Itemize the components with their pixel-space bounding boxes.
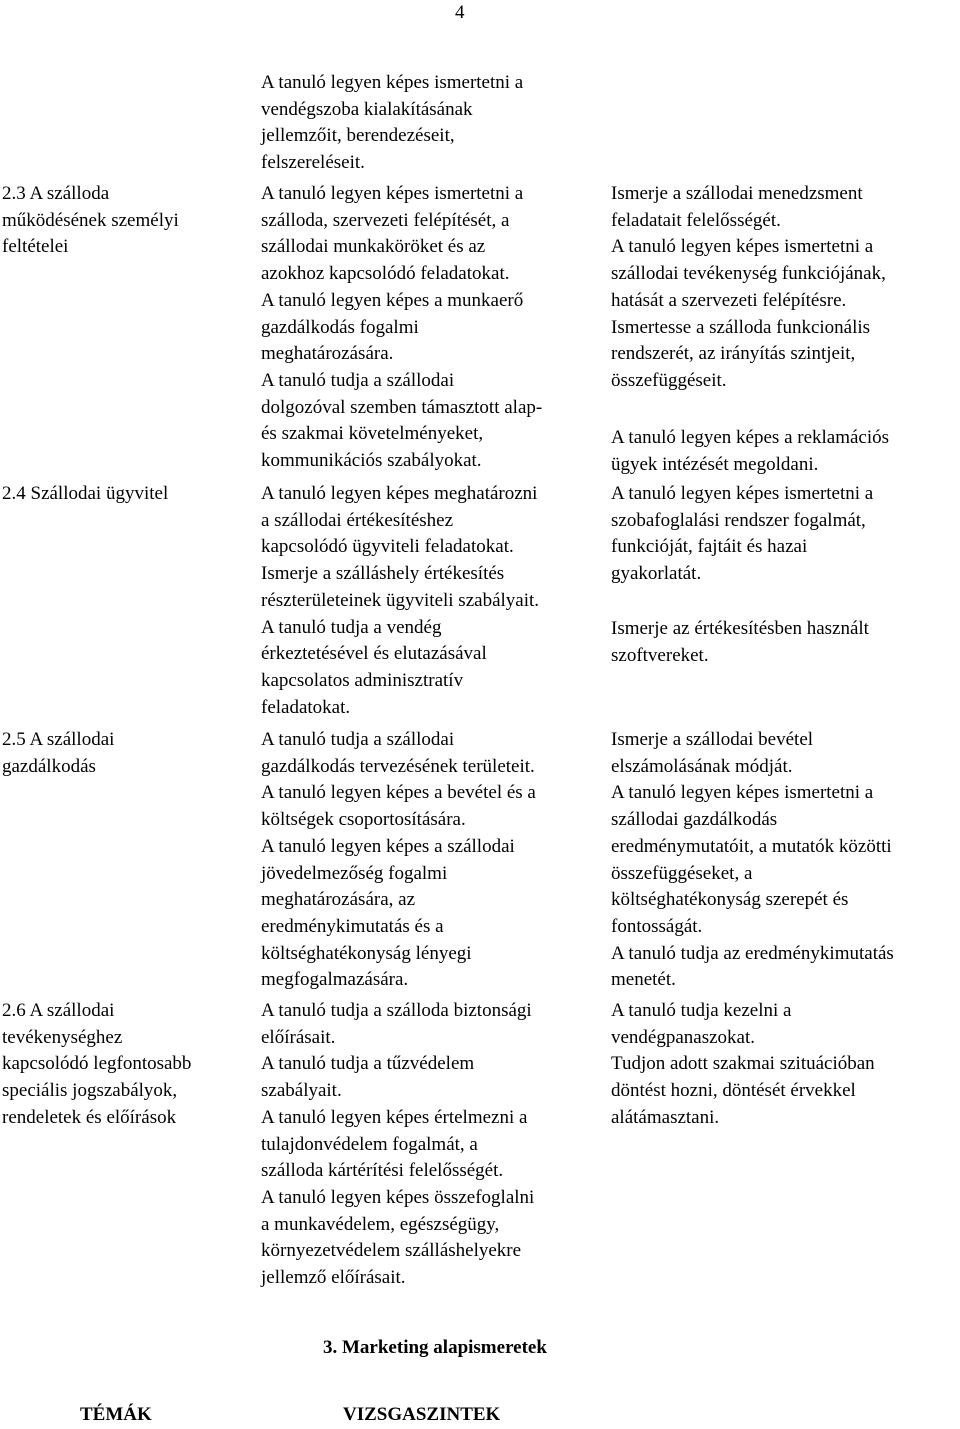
page-number: 4 xyxy=(455,2,465,23)
text-line: rendeletek és előírások xyxy=(2,1106,177,1128)
text-line: hatását a szervezeti felépítésre. xyxy=(611,289,847,311)
text-line: ügyek intézését megoldani. xyxy=(611,453,819,475)
text-line: a szállodai értékesítéshez xyxy=(261,509,454,531)
text-line: tevékenységhez xyxy=(2,1026,123,1048)
text-line: Ismerje a szálláshely értékesítés xyxy=(261,563,505,585)
text-line: környezetvédelem szálláshelyekre xyxy=(261,1240,522,1262)
text-line: szálloda kártérítési felelősségét. xyxy=(261,1160,504,1182)
text-line: eredménymutatóit, a mutatók közötti xyxy=(611,835,892,857)
text-line: A tanuló legyen képes ismertetni a xyxy=(611,236,874,258)
text-line: gazdálkodás xyxy=(2,755,96,777)
text-line: összefüggéseit. xyxy=(611,369,727,391)
text-line: alátámasztani. xyxy=(611,1106,720,1128)
text-line: A tanuló legyen képes ismertetni a xyxy=(611,483,874,504)
topic-label-2-6 xyxy=(2,998,191,1132)
text-block xyxy=(261,181,542,475)
column-header-topics: TÉMÁK xyxy=(80,1404,152,1425)
text-line: költséghatékonyság lényegi xyxy=(261,942,472,964)
text-line: gazdálkodás fogalmi xyxy=(261,316,419,338)
text-line: feladatait felelősségét. xyxy=(611,209,781,231)
text-line: jellemző előírásait. xyxy=(261,1267,406,1289)
text-line: dolgozóval szemben támasztott alap- xyxy=(261,396,543,418)
text-line: Tudjon adott szakmai szituációban xyxy=(611,1053,875,1075)
text-line: fontosságát. xyxy=(611,915,703,937)
text-line: szállodai tevékenység funkciójának, xyxy=(611,263,886,285)
text-line: szobafoglalási rendszer fogalmát, xyxy=(611,509,866,531)
topic-label-2-4 xyxy=(2,481,168,508)
text-line: A tanuló legyen képes meghatározni xyxy=(261,483,538,504)
text-line: 2.5 A szállodai xyxy=(2,729,115,750)
text-line: felszereléseit. xyxy=(261,152,365,174)
text-line: szoftvereket. xyxy=(611,644,709,666)
text-line: elszámolásának módját. xyxy=(611,755,793,777)
text-line: részterületeinek ügyviteli szabályait. xyxy=(261,589,540,611)
text-line: megfogalmazására. xyxy=(261,969,409,991)
text-line: A tanuló legyen képes a bevétel és a xyxy=(261,782,536,804)
text-block xyxy=(611,181,886,395)
text-line: A tanuló legyen képes ismertetni a xyxy=(261,183,524,204)
text-line: tulajdonvédelem fogalmát, a xyxy=(261,1133,478,1155)
text-line: szálloda, szervezeti felépítését, a xyxy=(261,209,510,231)
text-line: a munkavédelem, egészségügy, xyxy=(261,1213,500,1235)
text-line: Ismerje a szállodai bevétel xyxy=(611,729,814,750)
text-line: jellemzőit, berendezéseit, xyxy=(261,125,455,147)
text-line: A tanuló tudja az eredménykimutatás xyxy=(611,942,894,964)
text-line: jövedelmezőség fogalmi xyxy=(261,862,448,884)
text-line: funkcióját, fajtáit és hazai xyxy=(611,536,808,558)
text-line: gazdálkodás tervezésének területeit. xyxy=(261,755,535,777)
text-line: 2.6 A szállodai xyxy=(2,1000,115,1021)
text-line: A tanuló legyen képes a munkaerő xyxy=(261,289,524,311)
text-line: A tanuló tudja kezelni a xyxy=(611,1000,792,1021)
text-line: szállodai munkaköröket és az xyxy=(261,236,486,258)
text-line: kommunikációs szabályokat. xyxy=(261,450,482,472)
text-line: azokhoz kapcsolódó feladatokat. xyxy=(261,263,510,285)
text-block xyxy=(261,998,534,1292)
text-line: vendégszoba kialakításának xyxy=(261,98,473,120)
text-line: A tanuló legyen képes értelmezni a xyxy=(261,1106,528,1128)
text-block xyxy=(611,998,875,1132)
text-line: A tanuló tudja a vendég xyxy=(261,616,442,638)
text-line: feltételei xyxy=(2,236,69,258)
text-block xyxy=(261,727,536,994)
text-line: szabályait. xyxy=(261,1080,342,1102)
text-line: speciális jogszabályok, xyxy=(2,1080,178,1102)
text-line: A tanuló legyen képes ismertetni a xyxy=(261,72,524,93)
text-line: szállodai gazdálkodás xyxy=(611,809,778,831)
text-line: költségek csoportosítására. xyxy=(261,809,466,831)
text-line: 2.4 Szállodai ügyvitel xyxy=(2,483,169,504)
text-block xyxy=(261,70,523,177)
topic-label-2-3 xyxy=(2,181,179,261)
text-line: érkeztetésével és elutazásával xyxy=(261,643,487,665)
text-line: kapcsolódó legfontosabb xyxy=(2,1053,192,1075)
text-line: A tanuló tudja a szállodai xyxy=(261,729,455,750)
text-line: kapcsolódó ügyviteli feladatokat. xyxy=(261,536,514,558)
text-line: összefüggéseket, a xyxy=(611,862,753,884)
text-line: A tanuló tudja a szálloda biztonsági xyxy=(261,1000,532,1021)
text-line: vendégpanaszokat. xyxy=(611,1026,756,1048)
text-line: és szakmai követelményeket, xyxy=(261,423,484,445)
text-line: rendszerét, az irányítás szintjeit, xyxy=(611,343,856,365)
text-line: A tanuló legyen képes a reklamációs xyxy=(611,427,890,448)
text-block xyxy=(261,481,539,721)
text-line: meghatározására. xyxy=(261,343,394,365)
column-header-exam-levels: VIZSGASZINTEK xyxy=(343,1404,501,1425)
text-line: menetét. xyxy=(611,969,676,991)
text-line: Ismertesse a szálloda funkcionális xyxy=(611,316,871,338)
text-line: működésének személyi xyxy=(2,209,179,231)
text-line: költséghatékonyság szerepét és xyxy=(611,889,849,911)
text-block xyxy=(611,616,869,669)
text-line: döntést hozni, döntését érvekkel xyxy=(611,1080,856,1102)
text-line: 2.3 A szálloda xyxy=(2,183,110,204)
text-block xyxy=(611,425,889,478)
text-block xyxy=(611,481,873,588)
topic-label-2-5 xyxy=(2,727,114,780)
text-line: A tanuló legyen képes összefoglalni xyxy=(261,1186,535,1208)
text-line: előírásait. xyxy=(261,1026,336,1048)
text-line: Ismerje az értékesítésben használt xyxy=(611,618,869,639)
text-line: kapcsolatos adminisztratív xyxy=(261,669,464,691)
text-line: A tanuló tudja a tűzvédelem xyxy=(261,1053,475,1075)
section-title: 3. Marketing alapismeretek xyxy=(323,1337,547,1358)
text-line: Ismerje a szállodai menedzsment xyxy=(611,183,863,204)
text-block xyxy=(611,727,894,994)
text-line: eredménykimutatás és a xyxy=(261,915,444,937)
text-line: A tanuló legyen képes a szállodai xyxy=(261,835,515,857)
text-line: meghatározására, az xyxy=(261,889,416,911)
text-line: A tanuló legyen képes ismertetni a xyxy=(611,782,874,804)
text-line: A tanuló tudja a szállodai xyxy=(261,369,455,391)
text-line: gyakorlatát. xyxy=(611,563,702,585)
text-line: feladatokat. xyxy=(261,696,351,718)
